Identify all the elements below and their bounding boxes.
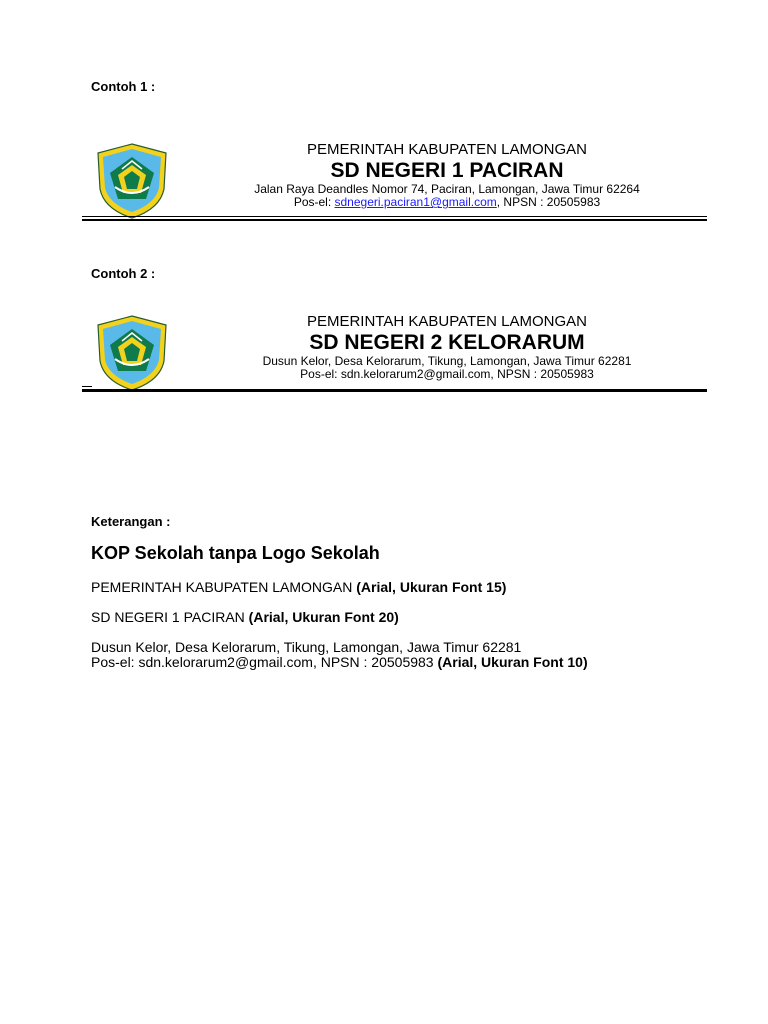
regency-logo-icon xyxy=(92,313,172,393)
letterhead-example-1 xyxy=(82,141,707,223)
school-contact xyxy=(202,196,692,209)
note-line-4 xyxy=(91,654,588,670)
note-font-1: (Arial, Ukuran Font 15) xyxy=(356,579,507,595)
government-name: PEMERINTAH KABUPATEN LAMONGAN xyxy=(306,141,588,158)
note-font-2: (Arial, Ukuran Font 20) xyxy=(248,609,399,625)
school-name: SD NEGERI 1 PACIRAN xyxy=(330,159,564,182)
note-line-1 xyxy=(91,579,506,595)
notes-heading: KOP Sekolah tanpa Logo Sekolah xyxy=(91,543,380,563)
school-address: Dusun Kelor, Desa Kelorarum, Tikung, Lamongan, Jawa Timur 62281 xyxy=(262,354,632,368)
school-address: Jalan Raya Deandles Nomor 74, Paciran, Lamongan, Jawa Timur 62264 xyxy=(254,182,640,196)
letterhead-text-1 xyxy=(202,141,692,209)
note-font-4: (Arial, Ukuran Font 10) xyxy=(437,654,588,670)
letterhead-rule-stub xyxy=(82,386,92,387)
school-contact: Pos-el: sdn.kelorarum2@gmail.com, NPSN : 20505983 xyxy=(300,367,594,381)
email-link[interactable]: sdnegeri.paciran1@gmail.com xyxy=(334,195,497,209)
regency-logo-icon xyxy=(92,141,172,221)
note-text-1: PEMERINTAH KABUPATEN LAMONGAN xyxy=(91,579,357,595)
example2-label: Contoh 2 : xyxy=(91,266,156,281)
note-line-3 xyxy=(91,639,521,655)
government-name: PEMERINTAH KABUPATEN LAMONGAN xyxy=(306,313,588,330)
school-name: SD NEGERI 2 KELORARUM xyxy=(309,331,585,354)
npsn-text: , NPSN : 20505983 xyxy=(496,195,601,209)
letterhead-rule-thin xyxy=(82,216,707,217)
note-line-2 xyxy=(91,609,399,625)
note-text-4: Pos-el: sdn.kelorarum2@gmail.com, NPSN : 20505983 xyxy=(91,654,438,670)
example1-label: Contoh 1 : xyxy=(91,79,156,94)
note-text-3: Dusun Kelor, Desa Kelorarum, Tikung, Lamongan, Jawa Timur 62281 xyxy=(91,639,522,655)
email-prefix: Pos-el: xyxy=(293,195,335,209)
letterhead-text-2 xyxy=(202,313,692,381)
notes-label: Keterangan : xyxy=(91,514,171,529)
letterhead-rule-thick xyxy=(82,219,707,221)
letterhead-rule-thick xyxy=(82,389,707,392)
note-text-2: SD NEGERI 1 PACIRAN xyxy=(91,609,249,625)
letterhead-example-2 xyxy=(82,313,707,395)
